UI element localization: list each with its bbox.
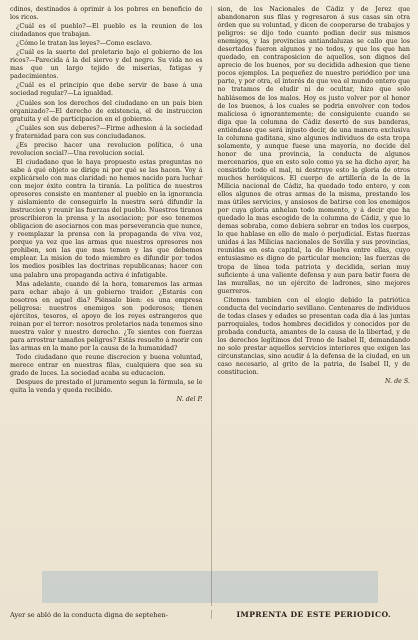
signature: N. de S. bbox=[385, 378, 410, 386]
paragraph: El ciudadano que le haya propuesto estas preguntas no sabe á qué objeto se dirige ni por qué se las hacen. Voy á explicárselo con mas claridad: no hemos nacido para luchar con mejor éxito contra la tiranía. La política de nuestros opresores consiste en mantener al pueblo en la ignorancia y aislamiento de conseguirlo la nuestra será difundir la instruccion y reunir las fuerzas del pueblo. Nuestros tiranos proscribieron la prensa y la asociacion; por eso tenemos obligacion de asociarnos con mas perseverancia que nunce, y reemplazar la prensa con la propaganda de viva voz, porque ya vez que las armas que nuestros opresores nos prohiben, son las que mas temen y las que debemos emplear. La mision de todo miembro es difundir por todos los medios posibles las doctrinas republicanas; hacer con una palabra una propaganda activa é infatigable. bbox=[10, 158, 203, 279]
paragraph: ¿Cuáles son los derechos del ciudadano en un país bien organizado?—El derecho de existencia, el de instruccion gratuita y el de participacion en el gobierno. bbox=[10, 99, 203, 123]
left-column bbox=[10, 6, 203, 606]
paragraph: ¿Cuál es el principio que debe servir de base á una sociedad regular?—La igualdad. bbox=[10, 82, 203, 98]
paragraph: sion, de los Nacionales de Cádiz y de Jerez que abandonaron sus filas y regresaron á sus casas sin otra órden que su voluntad, y dicen de cooperarse de trabajos y peligros: se dijo todo cuanto podian decir sus mismos enemigos, y las provincias antiandaluzas se callo que los desertados fueron algunos y no todos, y que los que han quedado, en contraposicion de aquellos, son dignos del aprecio de los buenos, por su decidida adhesion que tiene pocos ejemplos. La pequeñez de nuestro periódico por una parte, y por otra, el interés de que vea el mundo entero que no tratamos de eludir ni de ocultar, hizo que solo hablásemos de los malos. Hoy es justo volver por el honor de los buenos, á los cuales se podria envolver con todos maliciosa ó ignorantemente; de consiguiente cuando se diga que la columna de Cádiz desertó de sus banderas, entiéndase que será injusto decir, de una manera exclusiva la columna gaditana, sino algunos individuos de esta tropa solamente, y aunque fuese una mayoría, no decide del honor de una provincia, la conducta de algunos mercenarios, que en esto solo como ya se ha dicho ayer, ha consistido todo el mal, ni destruye esto la gloria de otros muchos heróiquicos. El cuerpo de artillería de la de la Milicia nacional de Cádiz, ha quedado todo entero, y con ellos algunos de otras armas de la misma, prestando los mas útiles servicios, y ansiosos de batirse con los enemigos por cuya gloria anhelan todo momento, y á decir que ha quedado la mas escogido de la columna de Cádiz, y que lo demas sobraba, como debiera sobrar en todos los cuerpos, lo que hablase en ello de malo ó perjudicial. Estas fuerzas unidas á las Milicias nacionales de Sevilla y sus provincias, reunidas en esta capital, la de Huelva entre ellas, cuyo entusiasmo es digno de particular mencion; las fuerzas de tropa de línea toda patriota y decidida, serian muy suficiente á una valiente defensa y aun para batir fuera de las murallas, no un ejército de ladrones, sino mejores guerreros. bbox=[217, 6, 410, 295]
signature: N. del P. bbox=[176, 396, 203, 404]
paragraph: Despues de prestado el juramento segun la fórmula, se le quita la venda y queda recibido. bbox=[10, 379, 203, 395]
paragraph: ¿Cómo le tratan las leyes?—Como esclavo. bbox=[16, 40, 152, 48]
paragraph: ¿Cuáles son sus deberes?—Firme adhesion á la sociedad y fraternidad para con sus conciudadanos. bbox=[10, 124, 203, 140]
paragraph: ¿Es preciso hacer una revolucion política, ó una revolucion social?—Una revolucion social. bbox=[10, 141, 203, 157]
paragraph: Citemos tambien con el elogio debido la patriótica conducta del vecindario sevillano. Centenares de individuos de todas clases y edades se presentan cada dia á las juntas parroquiales, todos hombres decididos y conocidos por de probada conducta, amantes de la causa de la libertad, y de los derechos legítimos del Trono de Isabel II, demandando no solo prestar aquellos servicios interiores que exigen las circunstancias, sino acudir á la defensa de la ciudad, en un caso necesario, al grito de la patria, de Isabel II, y de constitucion. bbox=[217, 296, 410, 377]
paragraph: Mas adelante, cuando dé la hora, tomaremos las armas para echar abajo á un gobierno traidor. ¿Estarás con nosotros en aquel dia? Piénsalo bien: es una empresa peligrosa: nuestros enemigos son poderosos; tienen ejércitos, tesoros, el apoyo de los reyes estrangeros que reinan por el terror: nosotros proletarios nada tenemos sino nuestra valor y nuestro derecho. ¿Te sientes con fuerzas para arrostrar tamaños peligros? Estás resuelto á morir con las armas en la mano por la causa de la humanidad? bbox=[10, 280, 203, 352]
printer-imprint: IMPRENTA DE ESTE PERIODICO. bbox=[211, 610, 411, 619]
paragraph: ¿Cuál es el pueblo?—El pueblo es la reunion de los ciudadanos que trabajan. bbox=[10, 23, 203, 39]
footer-left-text: Ayer se abló de la conducta digna de septehen- bbox=[10, 611, 168, 619]
footer-row bbox=[10, 610, 410, 619]
text-columns bbox=[10, 6, 410, 606]
paragraph: ¿Cuál es la suerte del proletario bajo el gobierno de los ricos?—Parecida á la del siervo y del negro. Su vida no es mas que un largo tejido de miserias, fatigas y padecimientos. bbox=[10, 49, 203, 81]
paragraph: Todo ciudadano que reune discrecion y buena voluntad, merece entrar en nuestras filas, cualquiera que sea su grado de luces. La sociedad acaba su educacion. bbox=[10, 353, 203, 378]
right-column bbox=[211, 6, 411, 606]
paragraph: cdinos, destinados á oprimir á los pobres en beneficio de los ricos. bbox=[10, 6, 203, 22]
